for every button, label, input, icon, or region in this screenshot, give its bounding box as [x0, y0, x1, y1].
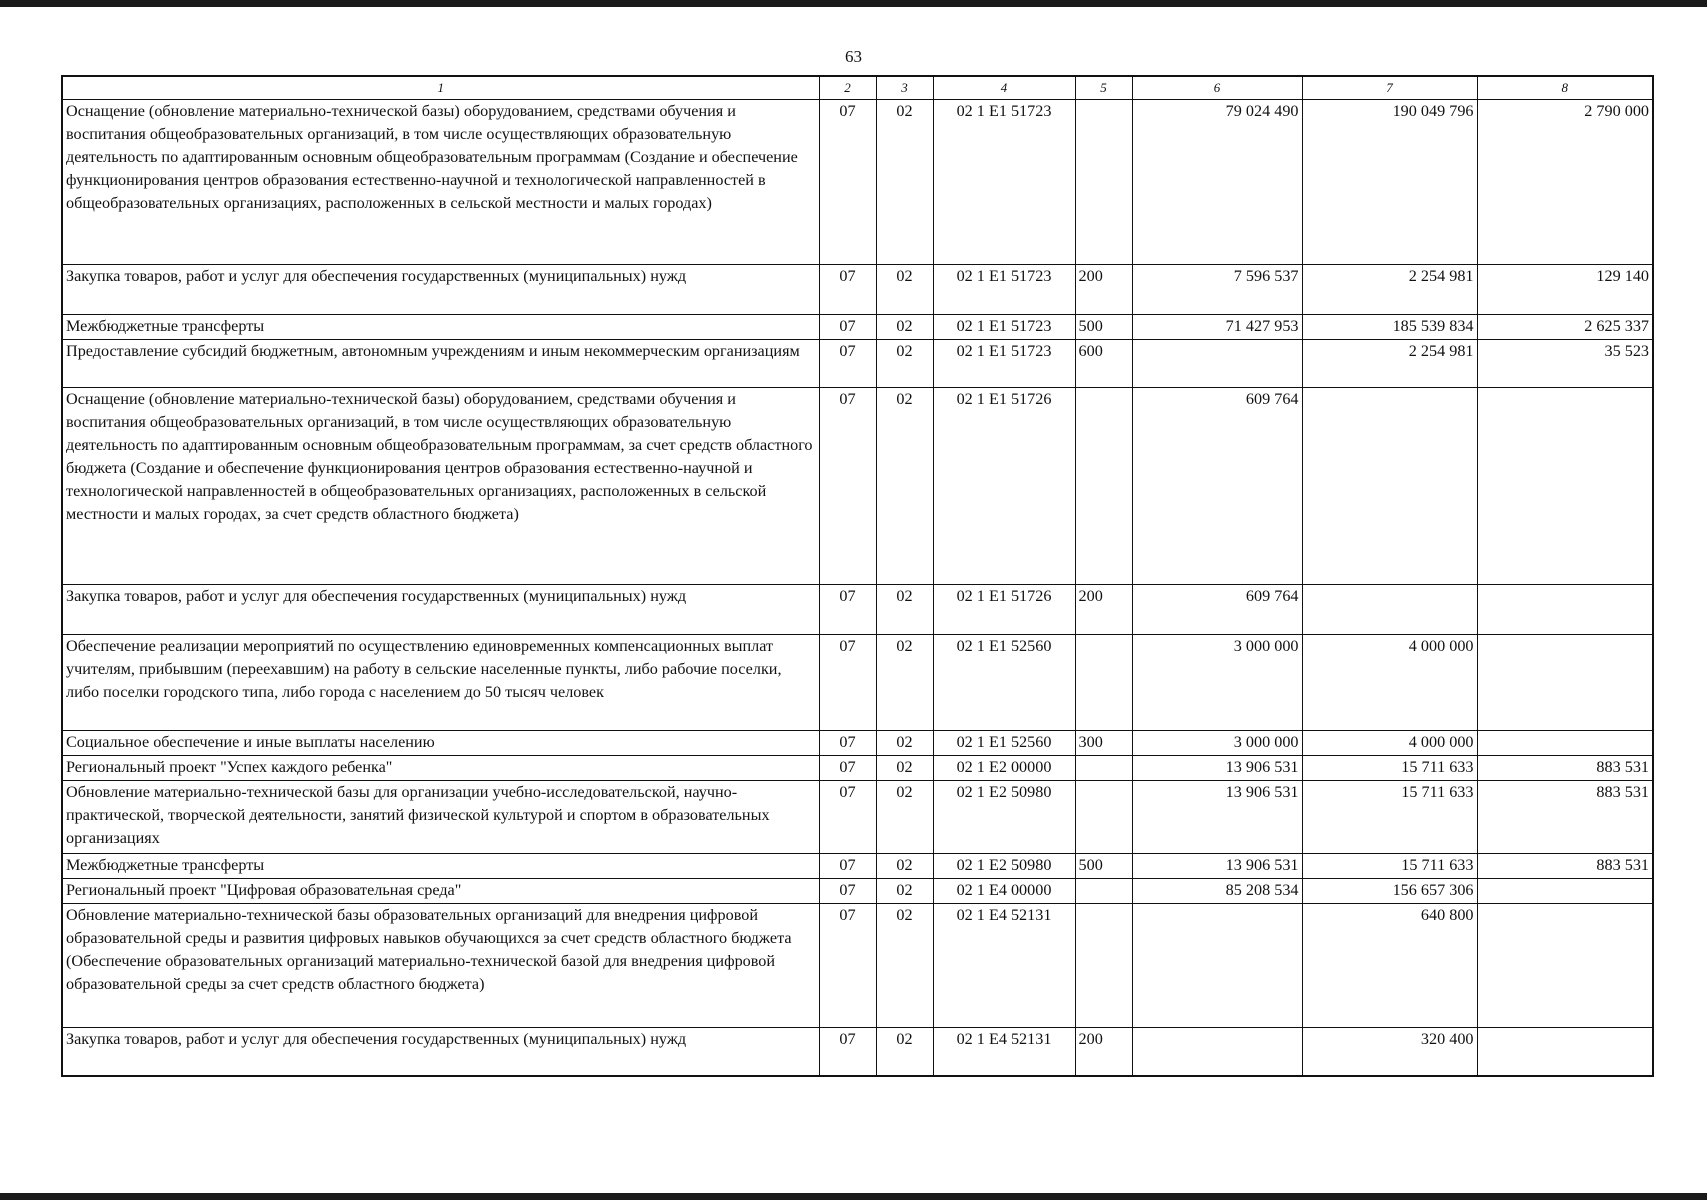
row-expense-type: 200 [1075, 265, 1132, 315]
row-target-code: 02 1 E1 51723 [933, 340, 1075, 388]
row-section: 07 [819, 879, 876, 904]
row-subsection: 02 [876, 731, 933, 756]
table-row [62, 756, 1653, 781]
row-value-col7: 2 254 981 [1302, 265, 1477, 315]
row-expense-type [1075, 904, 1132, 1028]
row-value-col7: 4 000 000 [1302, 635, 1477, 731]
table-row [62, 585, 1653, 635]
row-value-col8: 883 531 [1477, 756, 1653, 781]
row-target-code: 02 1 E4 00000 [933, 879, 1075, 904]
row-subsection: 02 [876, 781, 933, 854]
row-value-col6: 79 024 490 [1132, 100, 1302, 265]
column-number: 1 [62, 76, 819, 100]
row-description: Оснащение (обновление материально-технической базы) оборудованием, средствами обучения и воспитания общеобразовательных организаций, в том числе осуществляющих образовательную деятельность по адаптированным основным общеобразовательным программам, за счет средств областного бюджета (Создание и обеспечение функционирования центров образования естественно-научной и технологической направленностей в общеобразовательных организациях, расположенных в сельской местности и малых городах, за счет средств областного бюджета) [62, 388, 819, 585]
row-value-col8 [1477, 879, 1653, 904]
row-value-col6: 85 208 534 [1132, 879, 1302, 904]
row-value-col7: 2 254 981 [1302, 340, 1477, 388]
table-row [62, 1028, 1653, 1076]
row-value-col6: 7 596 537 [1132, 265, 1302, 315]
row-value-col7 [1302, 585, 1477, 635]
row-section: 07 [819, 315, 876, 340]
row-target-code: 02 1 E4 52131 [933, 904, 1075, 1028]
row-target-code: 02 1 E2 50980 [933, 854, 1075, 879]
row-target-code: 02 1 E1 52560 [933, 635, 1075, 731]
table-row [62, 904, 1653, 1028]
row-value-col7: 15 711 633 [1302, 781, 1477, 854]
row-expense-type: 200 [1075, 585, 1132, 635]
row-target-code: 02 1 E2 50980 [933, 781, 1075, 854]
row-description: Предоставление субсидий бюджетным, автономным учреждениям и иным некоммерческим организациям [62, 340, 819, 388]
row-value-col6: 609 764 [1132, 388, 1302, 585]
row-value-col6: 3 000 000 [1132, 731, 1302, 756]
row-value-col8: 129 140 [1477, 265, 1653, 315]
row-description: Закупка товаров, работ и услуг для обеспечения государственных (муниципальных) нужд [62, 1028, 819, 1076]
row-value-col8 [1477, 388, 1653, 585]
row-target-code: 02 1 E2 00000 [933, 756, 1075, 781]
row-value-col8 [1477, 635, 1653, 731]
page-number: 63 [845, 47, 862, 66]
row-value-col7: 156 657 306 [1302, 879, 1477, 904]
row-target-code: 02 1 E1 51726 [933, 388, 1075, 585]
row-expense-type: 600 [1075, 340, 1132, 388]
row-value-col8 [1477, 585, 1653, 635]
table-row [62, 879, 1653, 904]
row-value-col7 [1302, 388, 1477, 585]
column-number-row [62, 76, 1653, 100]
table-row [62, 635, 1653, 731]
row-value-col8: 2 625 337 [1477, 315, 1653, 340]
row-target-code: 02 1 E4 52131 [933, 1028, 1075, 1076]
table-row [62, 265, 1653, 315]
row-value-col7: 320 400 [1302, 1028, 1477, 1076]
row-description: Обновление материально-технической базы для организации учебно-исследовательской, научно-практической, творческой деятельности, занятий физической культурой и спортом в образовательных организациях [62, 781, 819, 854]
row-section: 07 [819, 388, 876, 585]
row-description: Межбюджетные трансферты [62, 854, 819, 879]
row-section: 07 [819, 904, 876, 1028]
row-value-col8: 883 531 [1477, 854, 1653, 879]
row-expense-type [1075, 781, 1132, 854]
table-row [62, 388, 1653, 585]
scan-border-bottom [0, 1193, 1707, 1200]
row-expense-type: 500 [1075, 315, 1132, 340]
row-section: 07 [819, 585, 876, 635]
row-description: Обеспечение реализации мероприятий по осуществлению единовременных компенсационных выплат учителям, прибывшим (переехавшим) на работу в сельские населенные пункты, либо рабочие поселки, либо поселки городского типа, либо города с населением до 50 тысяч человек [62, 635, 819, 731]
row-value-col7: 640 800 [1302, 904, 1477, 1028]
column-number: 4 [933, 76, 1075, 100]
table-row [62, 854, 1653, 879]
row-expense-type [1075, 635, 1132, 731]
row-subsection: 02 [876, 100, 933, 265]
row-value-col6: 13 906 531 [1132, 781, 1302, 854]
row-section: 07 [819, 756, 876, 781]
row-value-col6: 13 906 531 [1132, 854, 1302, 879]
row-value-col7: 4 000 000 [1302, 731, 1477, 756]
row-target-code: 02 1 E1 52560 [933, 731, 1075, 756]
row-subsection: 02 [876, 315, 933, 340]
row-subsection: 02 [876, 756, 933, 781]
row-subsection: 02 [876, 265, 933, 315]
row-description: Обновление материально-технической базы образовательных организаций для внедрения цифровой образовательной среды и развития цифровых навыков обучающихся за счет средств областного бюджета (Обеспечение образовательных организаций материально-технической базой для внедрения цифровой образовательной среды за счет средств областного бюджета) [62, 904, 819, 1028]
row-description: Оснащение (обновление материально-технической базы) оборудованием, средствами обучения и воспитания общеобразовательных организаций, в том числе осуществляющих образовательную деятельность по адаптированным основным общеобразовательным программам (Создание и обеспечение функционирования центров образования естественно-научной и технологической направленностей в общеобразовательных организациях, расположенных в сельской местности и малых городах) [62, 100, 819, 265]
row-expense-type: 300 [1075, 731, 1132, 756]
row-section: 07 [819, 854, 876, 879]
row-section: 07 [819, 100, 876, 265]
row-section: 07 [819, 340, 876, 388]
row-value-col6 [1132, 340, 1302, 388]
column-number: 8 [1477, 76, 1653, 100]
table-row [62, 731, 1653, 756]
table-row [62, 100, 1653, 265]
row-subsection: 02 [876, 879, 933, 904]
row-value-col6: 13 906 531 [1132, 756, 1302, 781]
row-expense-type: 200 [1075, 1028, 1132, 1076]
table-row [62, 340, 1653, 388]
scan-border-top [0, 0, 1707, 7]
row-section: 07 [819, 731, 876, 756]
row-value-col6 [1132, 904, 1302, 1028]
row-description: Региональный проект "Успех каждого ребенка" [62, 756, 819, 781]
row-subsection: 02 [876, 340, 933, 388]
row-section: 07 [819, 1028, 876, 1076]
row-description: Закупка товаров, работ и услуг для обеспечения государственных (муниципальных) нужд [62, 265, 819, 315]
row-value-col6 [1132, 1028, 1302, 1076]
row-description: Социальное обеспечение и иные выплаты населению [62, 731, 819, 756]
row-value-col7: 15 711 633 [1302, 854, 1477, 879]
row-description: Закупка товаров, работ и услуг для обеспечения государственных (муниципальных) нужд [62, 585, 819, 635]
row-subsection: 02 [876, 1028, 933, 1076]
column-number: 7 [1302, 76, 1477, 100]
row-target-code: 02 1 E1 51726 [933, 585, 1075, 635]
row-subsection: 02 [876, 854, 933, 879]
row-expense-type: 500 [1075, 854, 1132, 879]
row-value-col7: 185 539 834 [1302, 315, 1477, 340]
row-value-col6: 3 000 000 [1132, 635, 1302, 731]
table-row [62, 315, 1653, 340]
row-value-col8: 2 790 000 [1477, 100, 1653, 265]
row-section: 07 [819, 635, 876, 731]
row-target-code: 02 1 E1 51723 [933, 315, 1075, 340]
row-subsection: 02 [876, 388, 933, 585]
column-number: 2 [819, 76, 876, 100]
row-section: 07 [819, 265, 876, 315]
budget-table [61, 75, 1654, 1077]
row-value-col8: 35 523 [1477, 340, 1653, 388]
column-number: 5 [1075, 76, 1132, 100]
row-expense-type [1075, 100, 1132, 265]
row-subsection: 02 [876, 635, 933, 731]
table-row [62, 781, 1653, 854]
row-description: Региональный проект "Цифровая образовательная среда" [62, 879, 819, 904]
column-number: 6 [1132, 76, 1302, 100]
row-value-col8 [1477, 904, 1653, 1028]
row-subsection: 02 [876, 585, 933, 635]
row-value-col8 [1477, 1028, 1653, 1076]
row-value-col6: 609 764 [1132, 585, 1302, 635]
row-description: Межбюджетные трансферты [62, 315, 819, 340]
row-value-col7: 15 711 633 [1302, 756, 1477, 781]
row-expense-type [1075, 879, 1132, 904]
row-value-col7: 190 049 796 [1302, 100, 1477, 265]
row-value-col6: 71 427 953 [1132, 315, 1302, 340]
row-value-col8: 883 531 [1477, 781, 1653, 854]
row-value-col8 [1477, 731, 1653, 756]
row-expense-type [1075, 388, 1132, 585]
column-number: 3 [876, 76, 933, 100]
row-expense-type [1075, 756, 1132, 781]
row-target-code: 02 1 E1 51723 [933, 265, 1075, 315]
row-section: 07 [819, 781, 876, 854]
row-target-code: 02 1 E1 51723 [933, 100, 1075, 265]
row-subsection: 02 [876, 904, 933, 1028]
